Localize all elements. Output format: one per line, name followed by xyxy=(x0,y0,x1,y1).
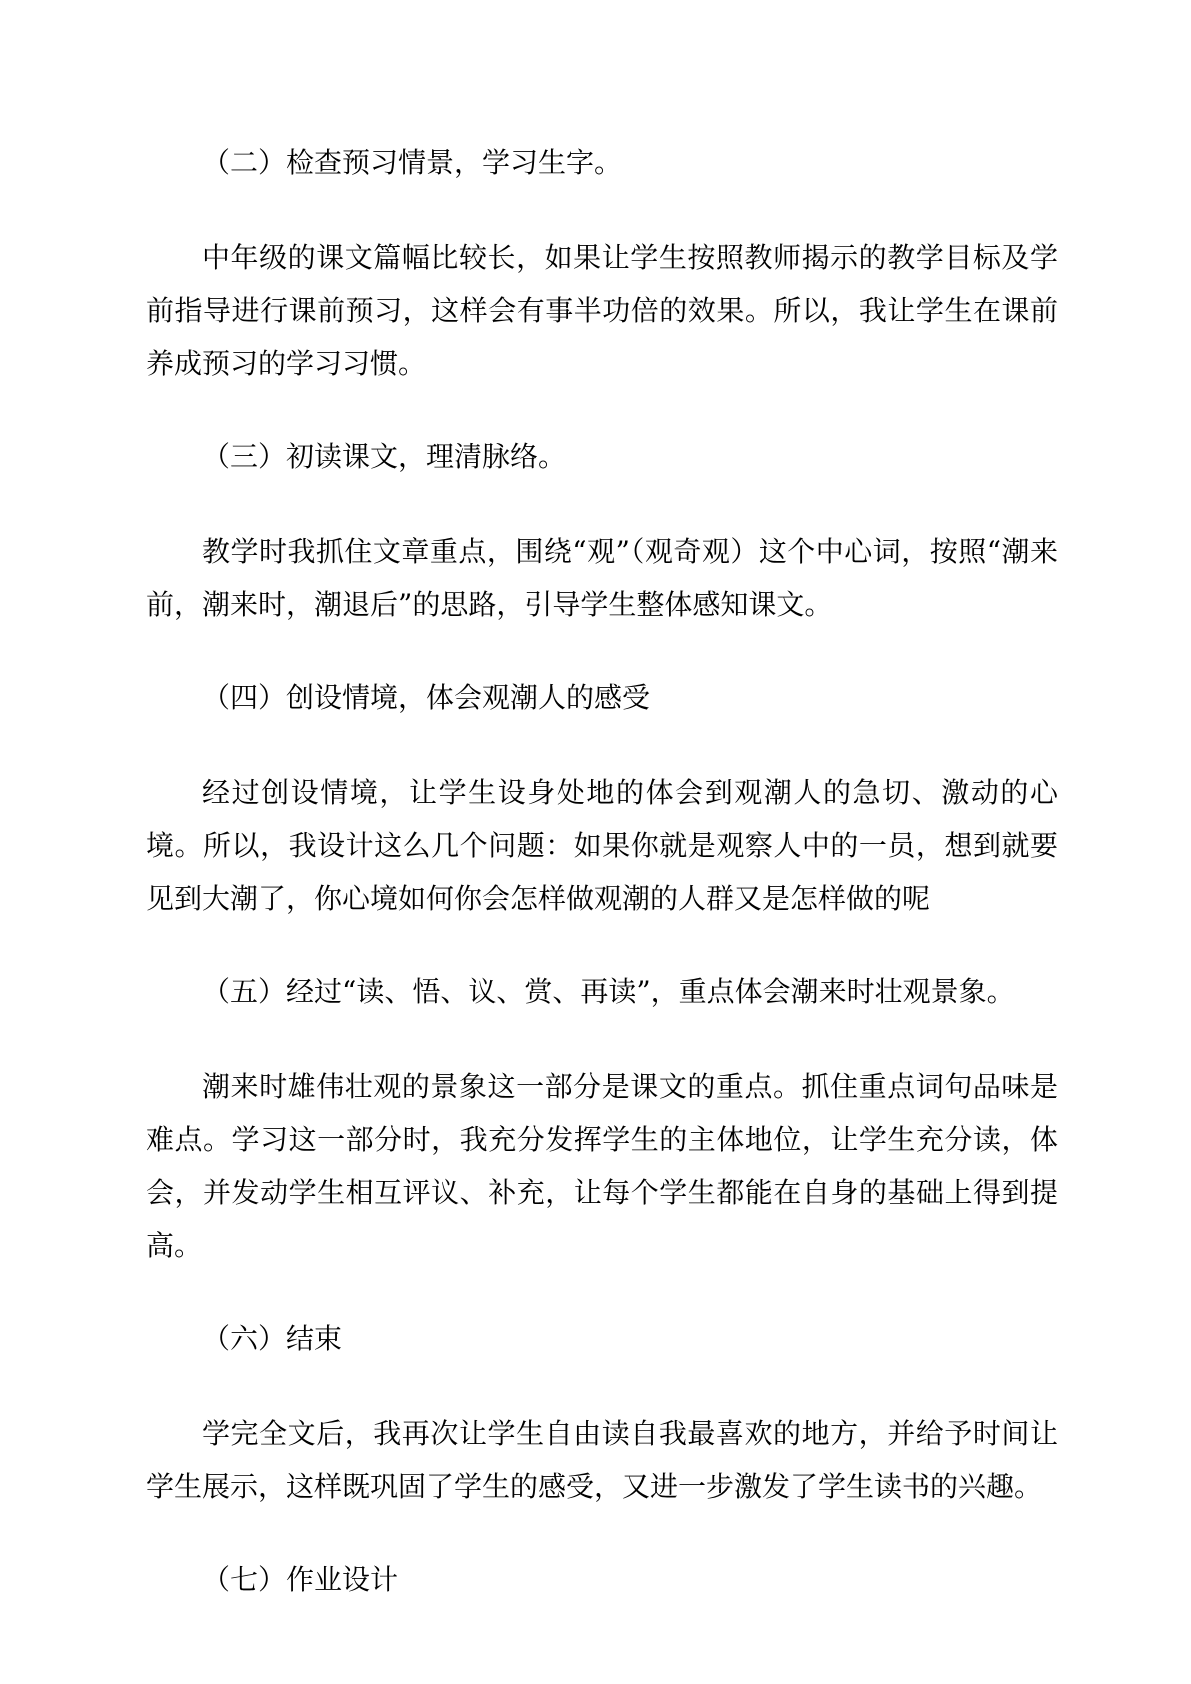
section-heading-6: （六）结束 xyxy=(202,1322,343,1355)
document-body xyxy=(146,136,1058,1648)
section-heading-3: （三）初读课文，理清脉络。 xyxy=(202,440,567,473)
section-heading-2: （二）检查预习情景，学习生字。 xyxy=(202,146,623,179)
section-heading-7: （七）作业设计 xyxy=(202,1563,399,1596)
body-paragraph: 潮来时雄伟壮观的景象这一部分是课文的重点。抓住重点词句品味是难点。学习这一部分时，我充分发挥学生的主体地位，让学生充分读，体会，并发动学生相互评议、补充，让每个学生都能在自身的基础上得到提高。 xyxy=(146,1070,1058,1262)
body-paragraph: 学完全文后，我再次让学生自由读自我最喜欢的地方，并给予时间让学生展示，这样既巩固了学生的感受，又进一步激发了学生读书的兴趣。 xyxy=(146,1417,1058,1503)
body-paragraph: 教学时我抓住文章重点，围绕“观”（观奇观）这个中心词，按照“潮来前，潮来时，潮退后”的思路，引导学生整体感知课文。 xyxy=(146,535,1058,621)
body-paragraph: 中年级的课文篇幅比较长，如果让学生按照教师揭示的教学目标及学前指导进行课前预习，这样会有事半功倍的效果。所以，我让学生在课前养成预习的学习习惯。 xyxy=(146,241,1058,380)
section-heading-4: （四）创设情境，体会观潮人的感受 xyxy=(202,681,651,714)
section-heading-5: （五）经过“读、悟、议、赏、再读”，重点体会潮来时壮观景象。 xyxy=(202,975,1015,1008)
body-paragraph: 经过创设情境，让学生设身处地的体会到观潮人的急切、激动的心境。所以，我设计这么几个问题：如果你就是观察人中的一员，想到就要见到大潮了，你心境如何你会怎样做观潮的人群又是怎样做的呢 xyxy=(146,776,1058,915)
